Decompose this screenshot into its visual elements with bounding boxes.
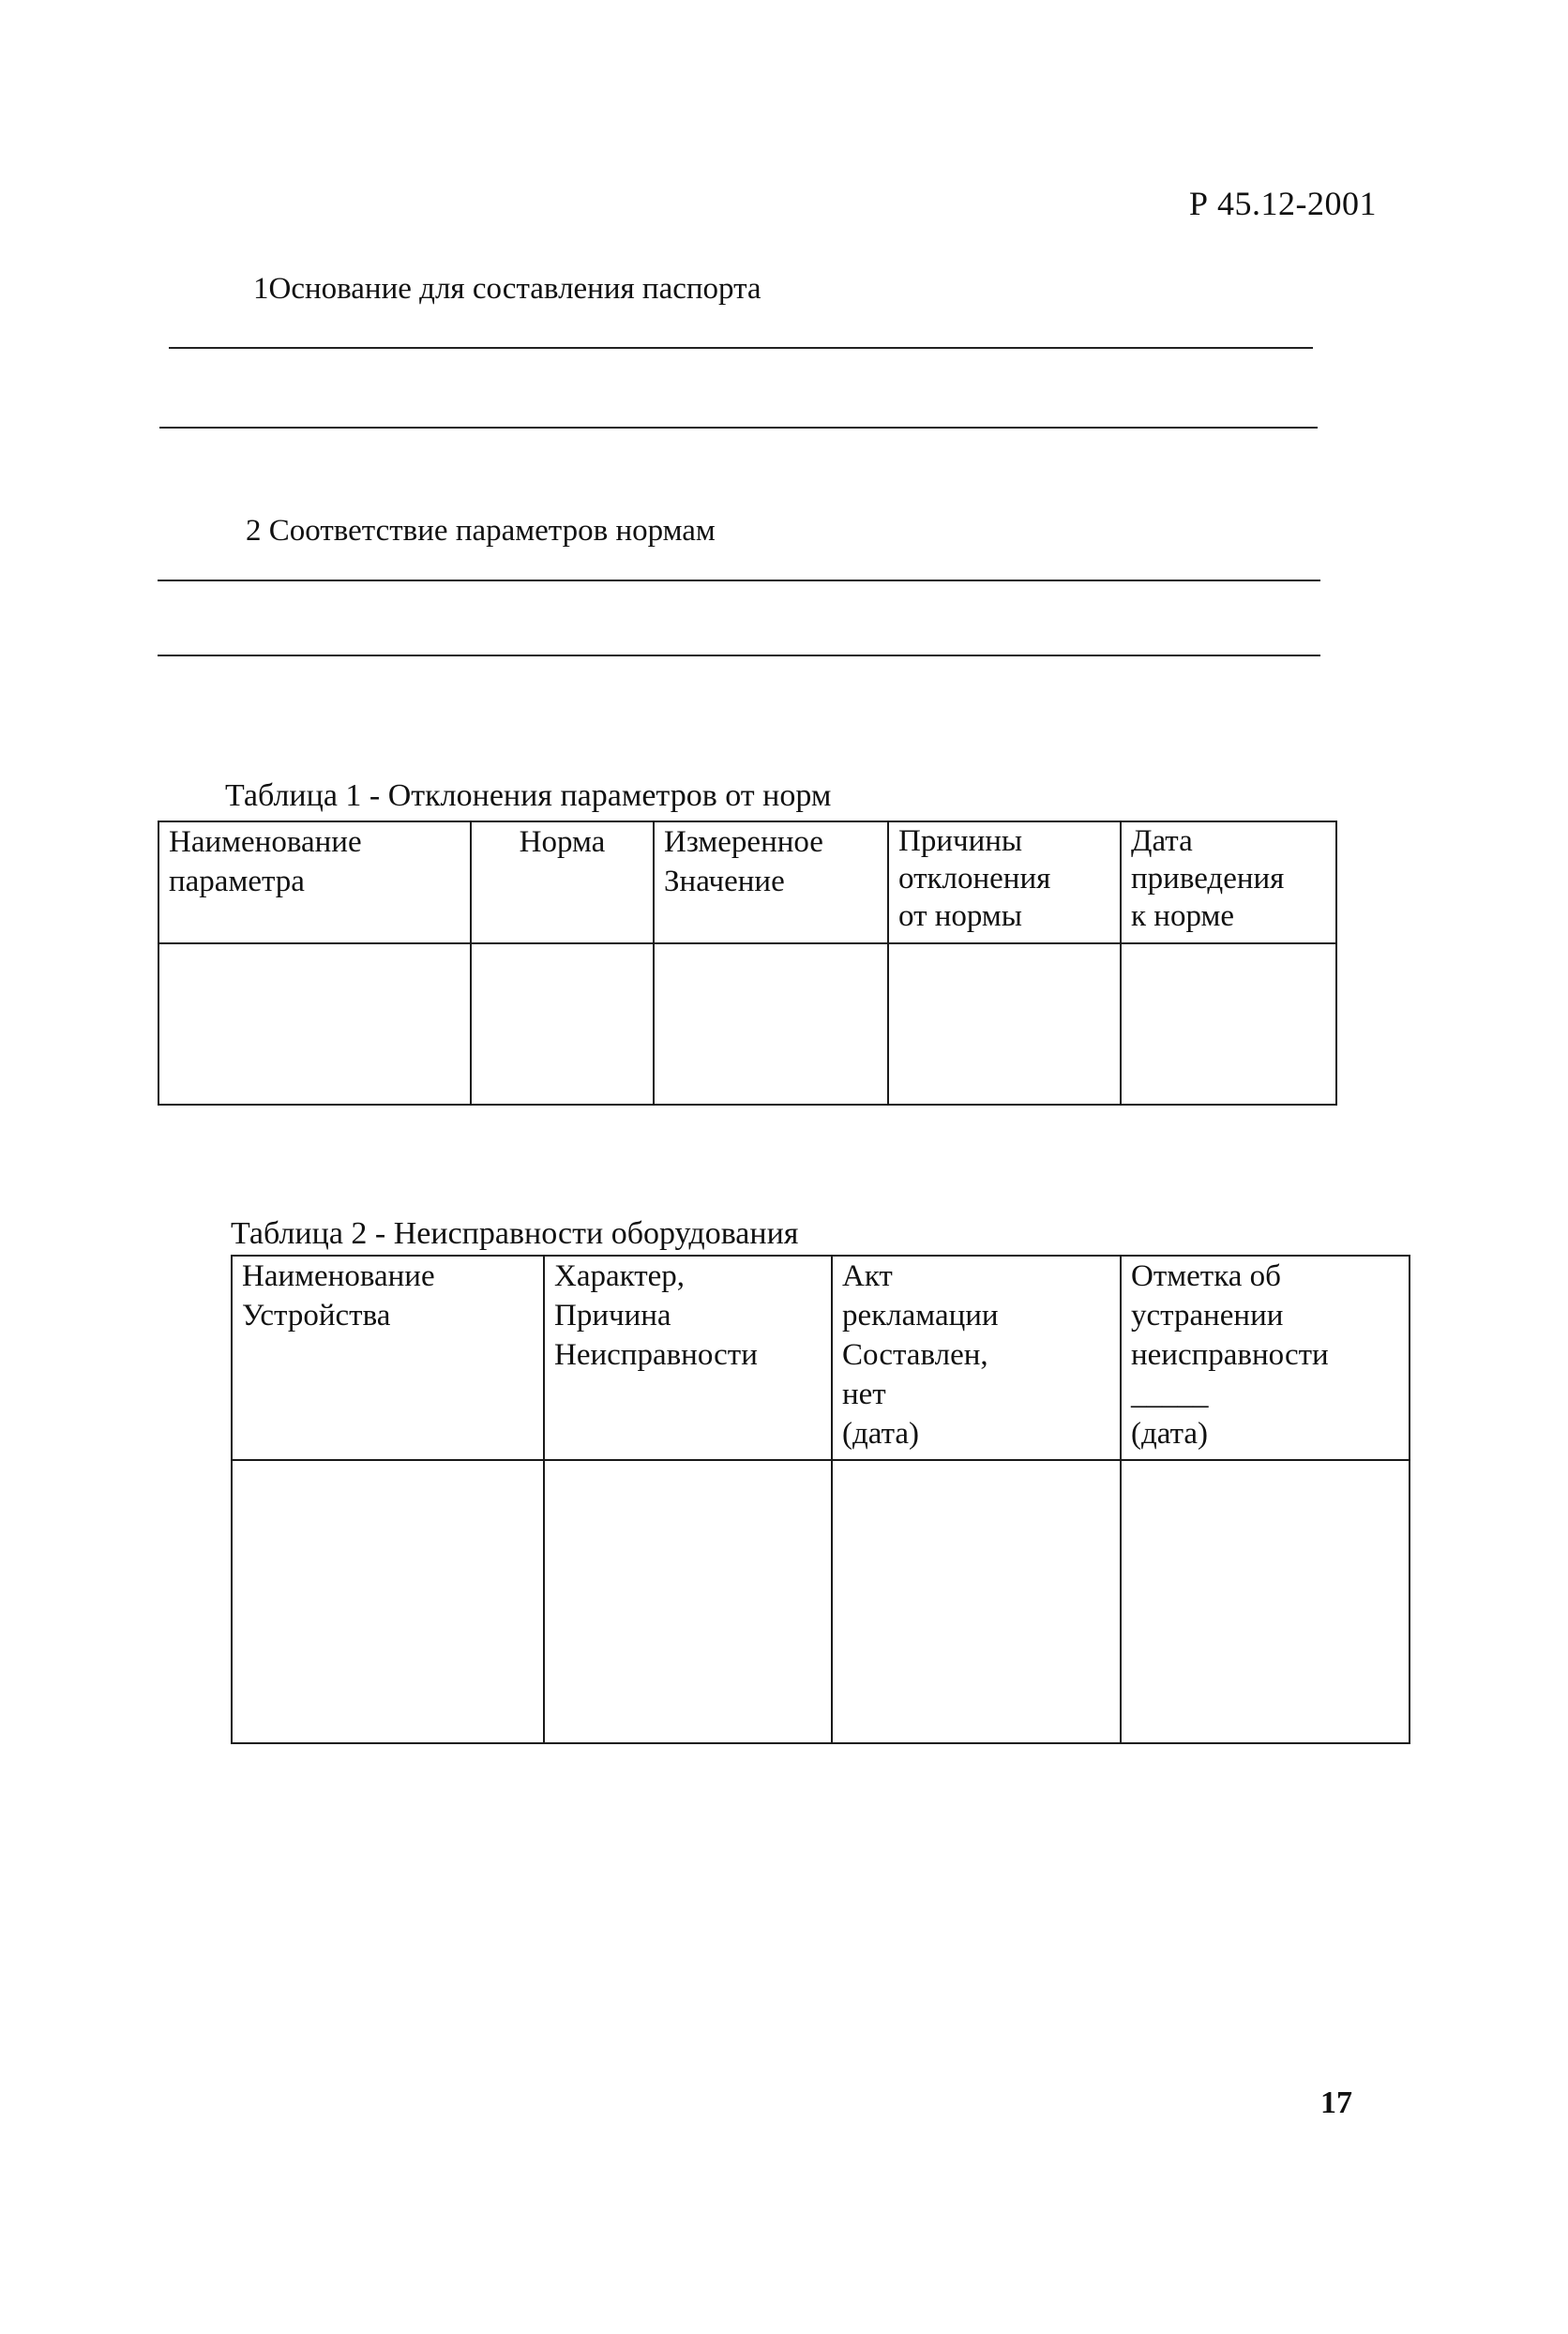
table-1-row: [158, 943, 1336, 1105]
table-1-cell-date[interactable]: [1121, 943, 1336, 1105]
table-1: [158, 821, 1337, 1106]
fill-line-3[interactable]: [158, 580, 1320, 581]
table-1-cell-name[interactable]: [158, 943, 471, 1105]
table-1-caption: Таблица 1 - Отклонения параметров от норм: [225, 778, 832, 813]
table-2-col-claim-act: Акт рекламации Составлен, нет (дата): [832, 1256, 1121, 1460]
fill-line-4[interactable]: [158, 655, 1320, 656]
fill-line-1[interactable]: [169, 347, 1313, 349]
table-2-col-fault: Характер, Причина Неисправности: [544, 1256, 832, 1460]
fill-line-2[interactable]: [159, 427, 1318, 429]
table-1-col-reasons: Причины отклонения от нормы: [888, 821, 1121, 943]
table-1-col-norm: Норма: [471, 821, 654, 943]
table-2-cell-fix-mark[interactable]: [1121, 1460, 1410, 1743]
table-2-cell-fault[interactable]: [544, 1460, 832, 1743]
page-number: 17: [1320, 2086, 1352, 2120]
table-1-cell-norm[interactable]: [471, 943, 654, 1105]
table-1-header-row: [158, 821, 1336, 943]
section-1-heading: 1Основание для составления паспорта: [253, 272, 761, 306]
table-2: [231, 1255, 1410, 1744]
table-2-caption: Таблица 2 - Неисправности оборудования: [231, 1216, 799, 1251]
document-code: Р 45.12-2001: [1189, 185, 1378, 222]
table-2-header-row: [232, 1256, 1410, 1460]
table-2-col-device: Наименование Устройства: [232, 1256, 544, 1460]
section-2-heading: 2 Соответствие параметров нормам: [246, 514, 716, 548]
table-1-col-measured: Измеренное Значение: [654, 821, 888, 943]
table-2-col-fix-mark: Отметка об устранении неисправности _____ (дата): [1121, 1256, 1410, 1460]
table-1-cell-reasons[interactable]: [888, 943, 1121, 1105]
table-2-cell-device[interactable]: [232, 1460, 544, 1743]
table-2-cell-claim-act[interactable]: [832, 1460, 1121, 1743]
table-1-col-date: Дата приведения к норме: [1121, 821, 1336, 943]
table-1-col-name: Наименование параметра: [158, 821, 471, 943]
table-1-cell-measured[interactable]: [654, 943, 888, 1105]
table-2-row: [232, 1460, 1410, 1743]
